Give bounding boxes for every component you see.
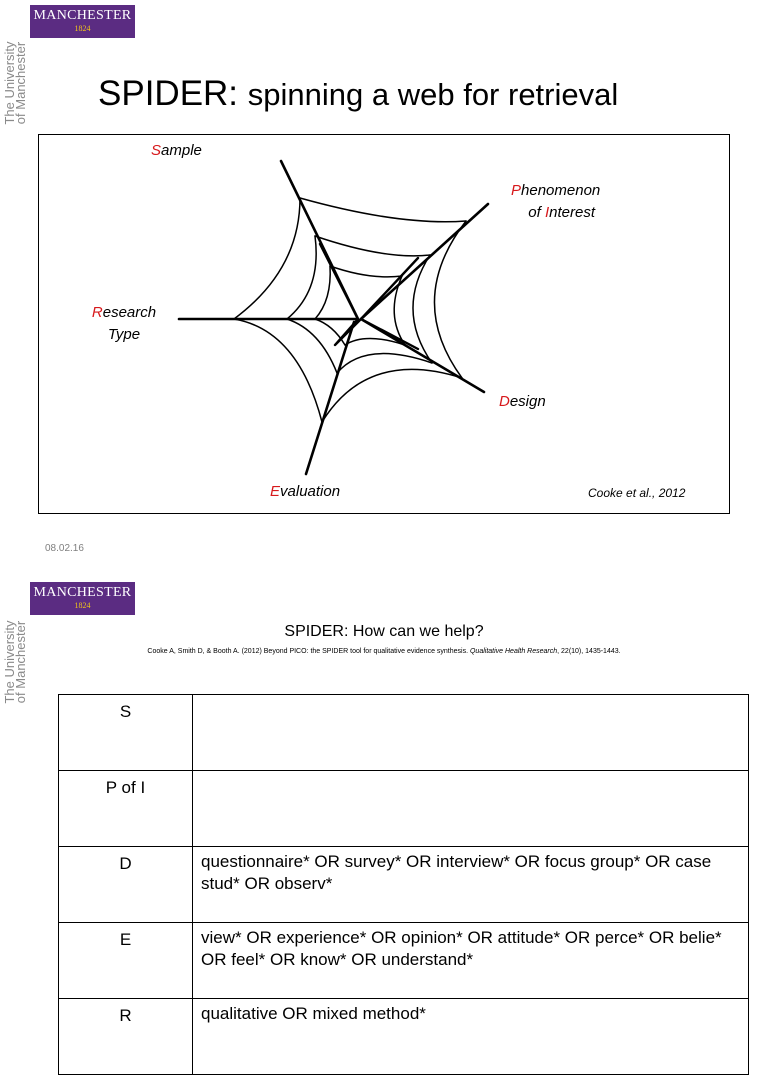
side-text-line1-2: The University	[2, 620, 17, 704]
logo-year-2: 1824	[74, 601, 91, 610]
label-phenomenon-of-interest: Phenomenon of Interest	[511, 182, 601, 221]
diagram-citation: Cooke et al., 2012	[588, 486, 686, 500]
side-university-text-2	[4, 587, 26, 737]
row-value: qualitative OR mixed method*	[193, 999, 749, 1075]
spoke-evaluation	[306, 322, 354, 474]
slide2-title: SPIDER: How can we help?	[284, 623, 484, 640]
middle-web-ring	[287, 236, 432, 373]
outer-web-ring	[234, 198, 466, 422]
label-design: Design	[499, 393, 546, 410]
logo-wordmark: MANCHESTER	[33, 8, 132, 23]
table-row	[59, 999, 749, 1075]
label-research-type: Research Type	[91, 304, 157, 343]
title-first: SPIDER:	[98, 74, 239, 113]
row-value	[193, 771, 749, 847]
side-text-line2: of Manchester	[13, 41, 28, 125]
logo-year: 1824	[74, 24, 91, 33]
label-sample: Sample	[151, 142, 202, 159]
table-row	[59, 923, 749, 999]
university-logo-2	[30, 582, 135, 615]
inner-web-ring	[315, 266, 405, 345]
side-text-line1: The University	[2, 41, 17, 125]
side-text-line2-2: of Manchester	[13, 620, 28, 704]
spider-search-table	[58, 694, 749, 1075]
table-row	[59, 847, 749, 923]
table-row	[59, 695, 749, 771]
row-key: D	[59, 847, 193, 923]
row-key: E	[59, 923, 193, 999]
label-evaluation: Evaluation	[270, 483, 341, 500]
row-value	[193, 695, 749, 771]
slide-date: 08.02.16	[45, 543, 84, 554]
reference-line: Cooke A, Smith D, & Booth A. (2012) Beyond PICO: the SPIDER tool for qualitative evidence synthesis. Qualitative Health Research, 22(10), 1435-1443.	[147, 648, 621, 655]
title-rest: spinning a web for retrieval	[247, 77, 619, 112]
row-value: questionnaire* OR survey* OR interview* OR focus group* OR case stud* OR observ*	[193, 847, 749, 923]
table-row	[59, 771, 749, 847]
row-key: R	[59, 999, 193, 1075]
logo-wordmark-2: MANCHESTER	[33, 585, 132, 600]
row-key: S	[59, 695, 193, 771]
row-key: P of I	[59, 771, 193, 847]
row-value: view* OR experience* OR opinion* OR attitude* OR perce* OR belie* OR feel* OR know* OR understand*	[193, 923, 749, 999]
inner-strands	[320, 244, 418, 349]
